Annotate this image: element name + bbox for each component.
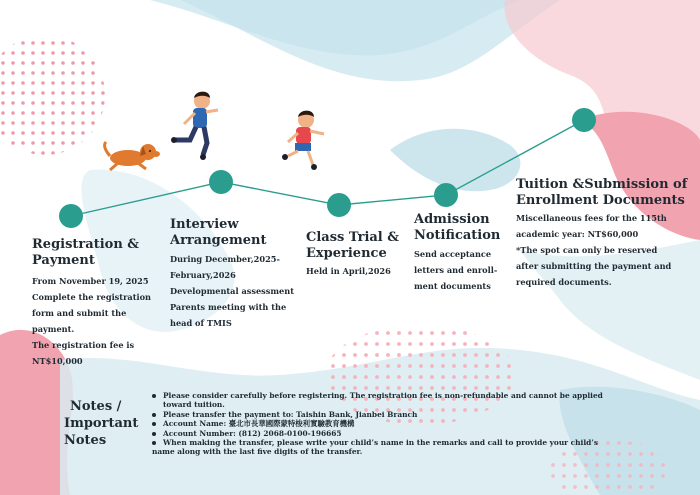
bullet-icon: [152, 422, 156, 426]
step-1-body: [32, 273, 160, 369]
step-2-line: Developmental assessment: [170, 286, 295, 296]
step-2-line: During December,2025-: [170, 254, 280, 264]
timeline-node-2: [209, 170, 233, 194]
step-1-title-line: Registration &: [32, 237, 140, 252]
step-4-body: [414, 246, 514, 294]
notes-item-line: Account Name: 臺北市長華國際蒙特梭利實驗教育機構: [163, 419, 355, 429]
notes-item-line: Account Number: (812) 2068-0100-196665: [163, 428, 342, 438]
notes-item-line: toward tuition.: [163, 400, 225, 410]
bullet-icon: [152, 413, 156, 417]
step-5-title-line: Enrollment Documents: [516, 193, 685, 208]
notes-item-line: When making the transfer, please write your child’s name in the remarks and call to provide your child’s: [163, 438, 599, 448]
step-1-line: Complete the registration: [32, 292, 151, 302]
step-5-line: after submitting the payment and: [516, 261, 672, 271]
boy-running-blue: [171, 92, 218, 160]
step-2-line: February,2026: [170, 270, 236, 280]
step-5-line: required documents.: [516, 277, 612, 287]
step-5-body: [516, 210, 696, 290]
dots-top-left: [0, 35, 105, 155]
timeline-node-4: [434, 183, 458, 207]
notes-item: [152, 419, 622, 428]
step-3-title-line: Experience: [306, 246, 387, 261]
step-2-title-line: Arrangement: [170, 233, 267, 248]
notes-title-line: Notes /: [70, 399, 122, 414]
step-4-title-line: Notification: [414, 228, 501, 243]
step-1-title-line: Payment: [32, 253, 95, 268]
notes-title: [64, 398, 154, 449]
bullet-icon: [152, 394, 156, 398]
notes-title-line: Important: [64, 416, 139, 431]
notes-item: [152, 391, 622, 410]
step-4-line: letters and enroll-: [414, 265, 498, 275]
step-5-title-line: Tuition &Submission of: [516, 177, 688, 192]
step-5-line: *The spot can only be reserved: [516, 245, 658, 255]
step-3-title-line: Class Trial &: [306, 230, 400, 245]
bullet-icon: [152, 441, 156, 445]
step-1-line: payment.: [32, 324, 75, 334]
step-3-line: Held in April,2026: [306, 266, 391, 276]
step-3-title: [306, 230, 406, 262]
step-2-body: [170, 251, 305, 331]
notes-item: [152, 429, 622, 438]
step-1-line: From November 19, 2025: [32, 276, 149, 286]
notes-list: [152, 391, 622, 457]
step-2-line: head of TMIS: [170, 318, 232, 328]
step-4-title: [414, 212, 514, 244]
step-5-line: academic year: NT$60,000: [516, 229, 639, 239]
notes-title-line: Notes: [64, 433, 107, 448]
step-1-line: NT$10,000: [32, 356, 83, 366]
step-4-title-line: Admission: [414, 212, 490, 227]
timeline-node-1: [59, 204, 83, 228]
step-3-body: [306, 263, 406, 279]
step-4-line: Send acceptance: [414, 249, 492, 259]
bullet-icon: [152, 432, 156, 436]
step-5-line: Miscellaneous fees for the 115th: [516, 213, 667, 223]
step-2-line: Parents meeting with the: [170, 302, 287, 312]
boy-running-red: [282, 111, 324, 170]
step-5-title: [516, 177, 696, 209]
notes-item: [152, 410, 622, 419]
step-2-title: [170, 217, 300, 249]
step-2-title-line: Interview: [170, 217, 239, 232]
dog-illustration: [105, 142, 160, 170]
notes-item-line: name along with the last five digits of the transfer.: [152, 447, 363, 457]
timeline-node-3: [327, 193, 351, 217]
notes-item: [152, 438, 622, 457]
notes-item-line: Please consider carefully before registering. The registration fee is non-refundable and cannot be applied: [163, 391, 603, 400]
timeline-node-5: [572, 108, 596, 132]
step-4-line: ment documents: [414, 281, 491, 291]
step-1-title: [32, 237, 152, 269]
blue-blob-middle: [390, 129, 520, 191]
step-1-line: form and submit the: [32, 308, 127, 318]
blue-blob-top-inner: [180, 0, 560, 81]
notes-item-line: Please transfer the payment to: Taishin Bank, Jianbei Branch: [163, 409, 418, 419]
step-1-line: The registration fee is: [32, 340, 135, 350]
